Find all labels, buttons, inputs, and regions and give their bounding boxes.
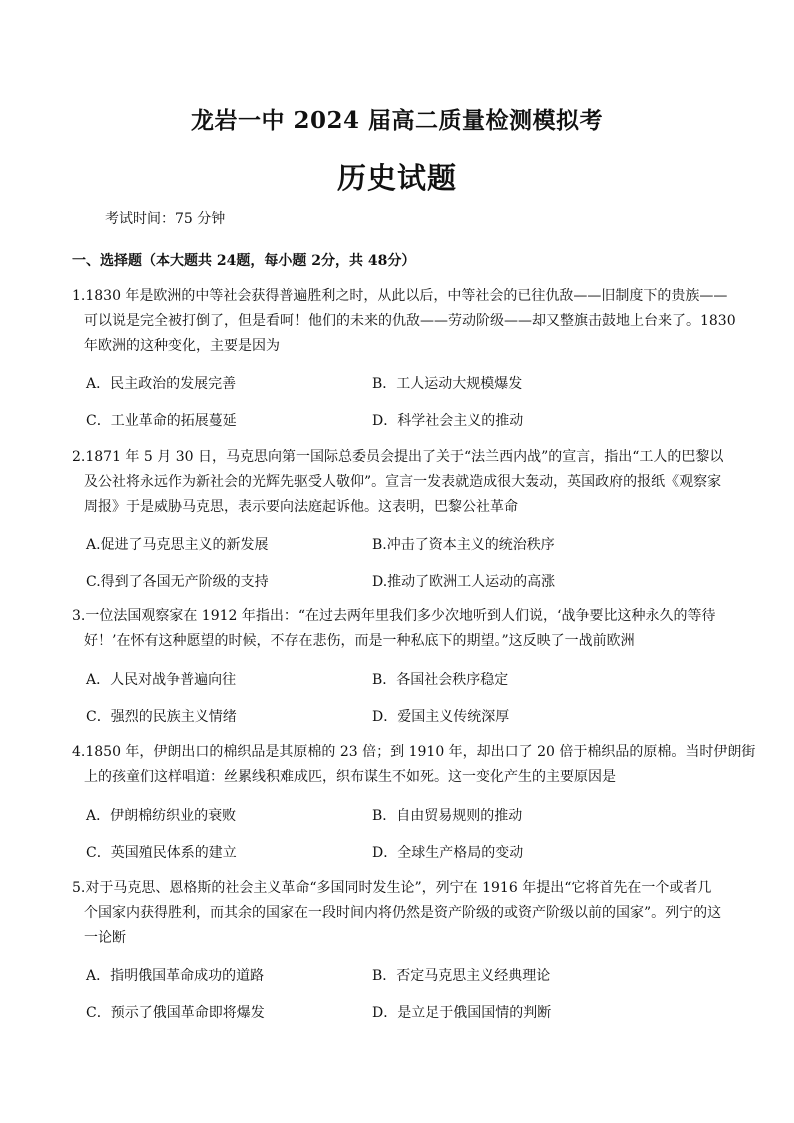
option-d: D．是立足于俄国国情的判断 bbox=[372, 1005, 552, 1021]
option-a: A．人民对战争普遍向往 bbox=[86, 672, 237, 688]
question-stem-line: 周报》于是威胁马克思，表示要向法庭起诉他。这表明，巴黎公社革命 bbox=[84, 499, 518, 515]
question-stem-line: 一论断 bbox=[84, 930, 126, 946]
option-d: D．科学社会主义的推动 bbox=[372, 413, 524, 429]
question-stem-line: 5.对于马克思、恩格斯的社会主义革命“多国同时发生论”，列宁在 1916 年提出“它将首先在一个或者几 bbox=[72, 880, 712, 896]
option-b: B．自由贸易规则的推动 bbox=[372, 808, 523, 824]
question-stem-line: 3.一位法国观察家在 1912 年指出：“在过去两年里我们多少次地听到人们说，‘战争要比这种永久的等待 bbox=[72, 608, 716, 624]
question-stem-line: 上的孩童们这样唱道：丝累线积难成匹，织布谋生不如死。这一变化产生的主要原因是 bbox=[84, 769, 616, 785]
question-1 bbox=[72, 284, 736, 359]
option-c: C.得到了各国无产阶级的支持 bbox=[86, 574, 269, 590]
section-title: 一、选择题（本大题共 24题，每小题 2分，共 48分） bbox=[72, 253, 416, 269]
question-stem-line: 个国家内获得胜利，而其余的国家在一段时间内将仍然是资产阶级的或资产阶级以前的国家”。列宁的这 bbox=[84, 905, 722, 921]
question-stem-line: 4.1850 年，伊朗出口的棉织品是其原棉的 23 倍；到 1910 年，却出口了 20 倍于棉织品的原棉。当时伊朗街 bbox=[72, 744, 756, 760]
option-b: B．否定马克思主义经典理论 bbox=[372, 968, 551, 984]
option-d: D.推动了欧洲工人运动的高涨 bbox=[372, 574, 556, 590]
option-b: B.冲击了资本主义的统治秩序 bbox=[372, 537, 555, 553]
option-a: A.促进了马克思主义的新发展 bbox=[86, 537, 269, 553]
question-stem-line: 1.1830 年是欧洲的中等社会获得普遍胜利之时，从此以后，中等社会的已往仇敌——旧制度下的贵族—— bbox=[72, 288, 728, 304]
question-stem-line: 及公社将永远作为新社会的光辉先驱受人敬仰”。宣言一发表就造成很大轰动，英国政府的报纸《观察家 bbox=[84, 474, 722, 490]
option-d: D．全球生产格局的变动 bbox=[372, 845, 524, 861]
option-c: C．强烈的民族主义情绪 bbox=[86, 709, 237, 725]
question-5 bbox=[72, 876, 724, 951]
question-stem-line: 好！’在怀有这种愿望的时候，不存在悲伤，而是一种私底下的期望。”这反映了一战前欧洲 bbox=[84, 633, 635, 649]
exam-time: 考试时间：75 分钟 bbox=[105, 211, 226, 227]
option-b: B．各国社会秩序稳定 bbox=[372, 672, 509, 688]
option-c: C．预示了俄国革命即将爆发 bbox=[86, 1005, 265, 1021]
question-4 bbox=[72, 740, 756, 790]
question-3 bbox=[72, 604, 724, 654]
option-c: C．工业革命的拓展蔓延 bbox=[86, 413, 237, 429]
question-stem-line: 年欧洲的这种变化，主要是因为 bbox=[84, 338, 280, 354]
option-b: B．工人运动大规模爆发 bbox=[372, 376, 523, 392]
option-a: A．民主政治的发展完善 bbox=[86, 376, 237, 392]
page-subtitle: 历史试题 bbox=[336, 161, 457, 195]
question-2 bbox=[72, 445, 724, 520]
option-d: D．爱国主义传统深厚 bbox=[372, 709, 510, 725]
option-a: A．伊朗棉纺织业的衰败 bbox=[86, 808, 237, 824]
question-stem-line: 2.1871 年 5 月 30 日，马克思向第一国际总委员会提出了关于“法兰西内战”的宣言，指出“工人的巴黎以 bbox=[72, 449, 724, 465]
option-c: C．英国殖民体系的建立 bbox=[86, 845, 237, 861]
page-title: 龙岩一中 2024 届高二质量检测模拟考 bbox=[190, 107, 604, 134]
question-stem-line: 可以说是完全被打倒了，但是看呵！他们的未来的仇敌——劳动阶级——却又整旗击鼓地上台来了。1830 bbox=[84, 313, 736, 329]
option-a: A．指明俄国革命成功的道路 bbox=[86, 968, 265, 984]
